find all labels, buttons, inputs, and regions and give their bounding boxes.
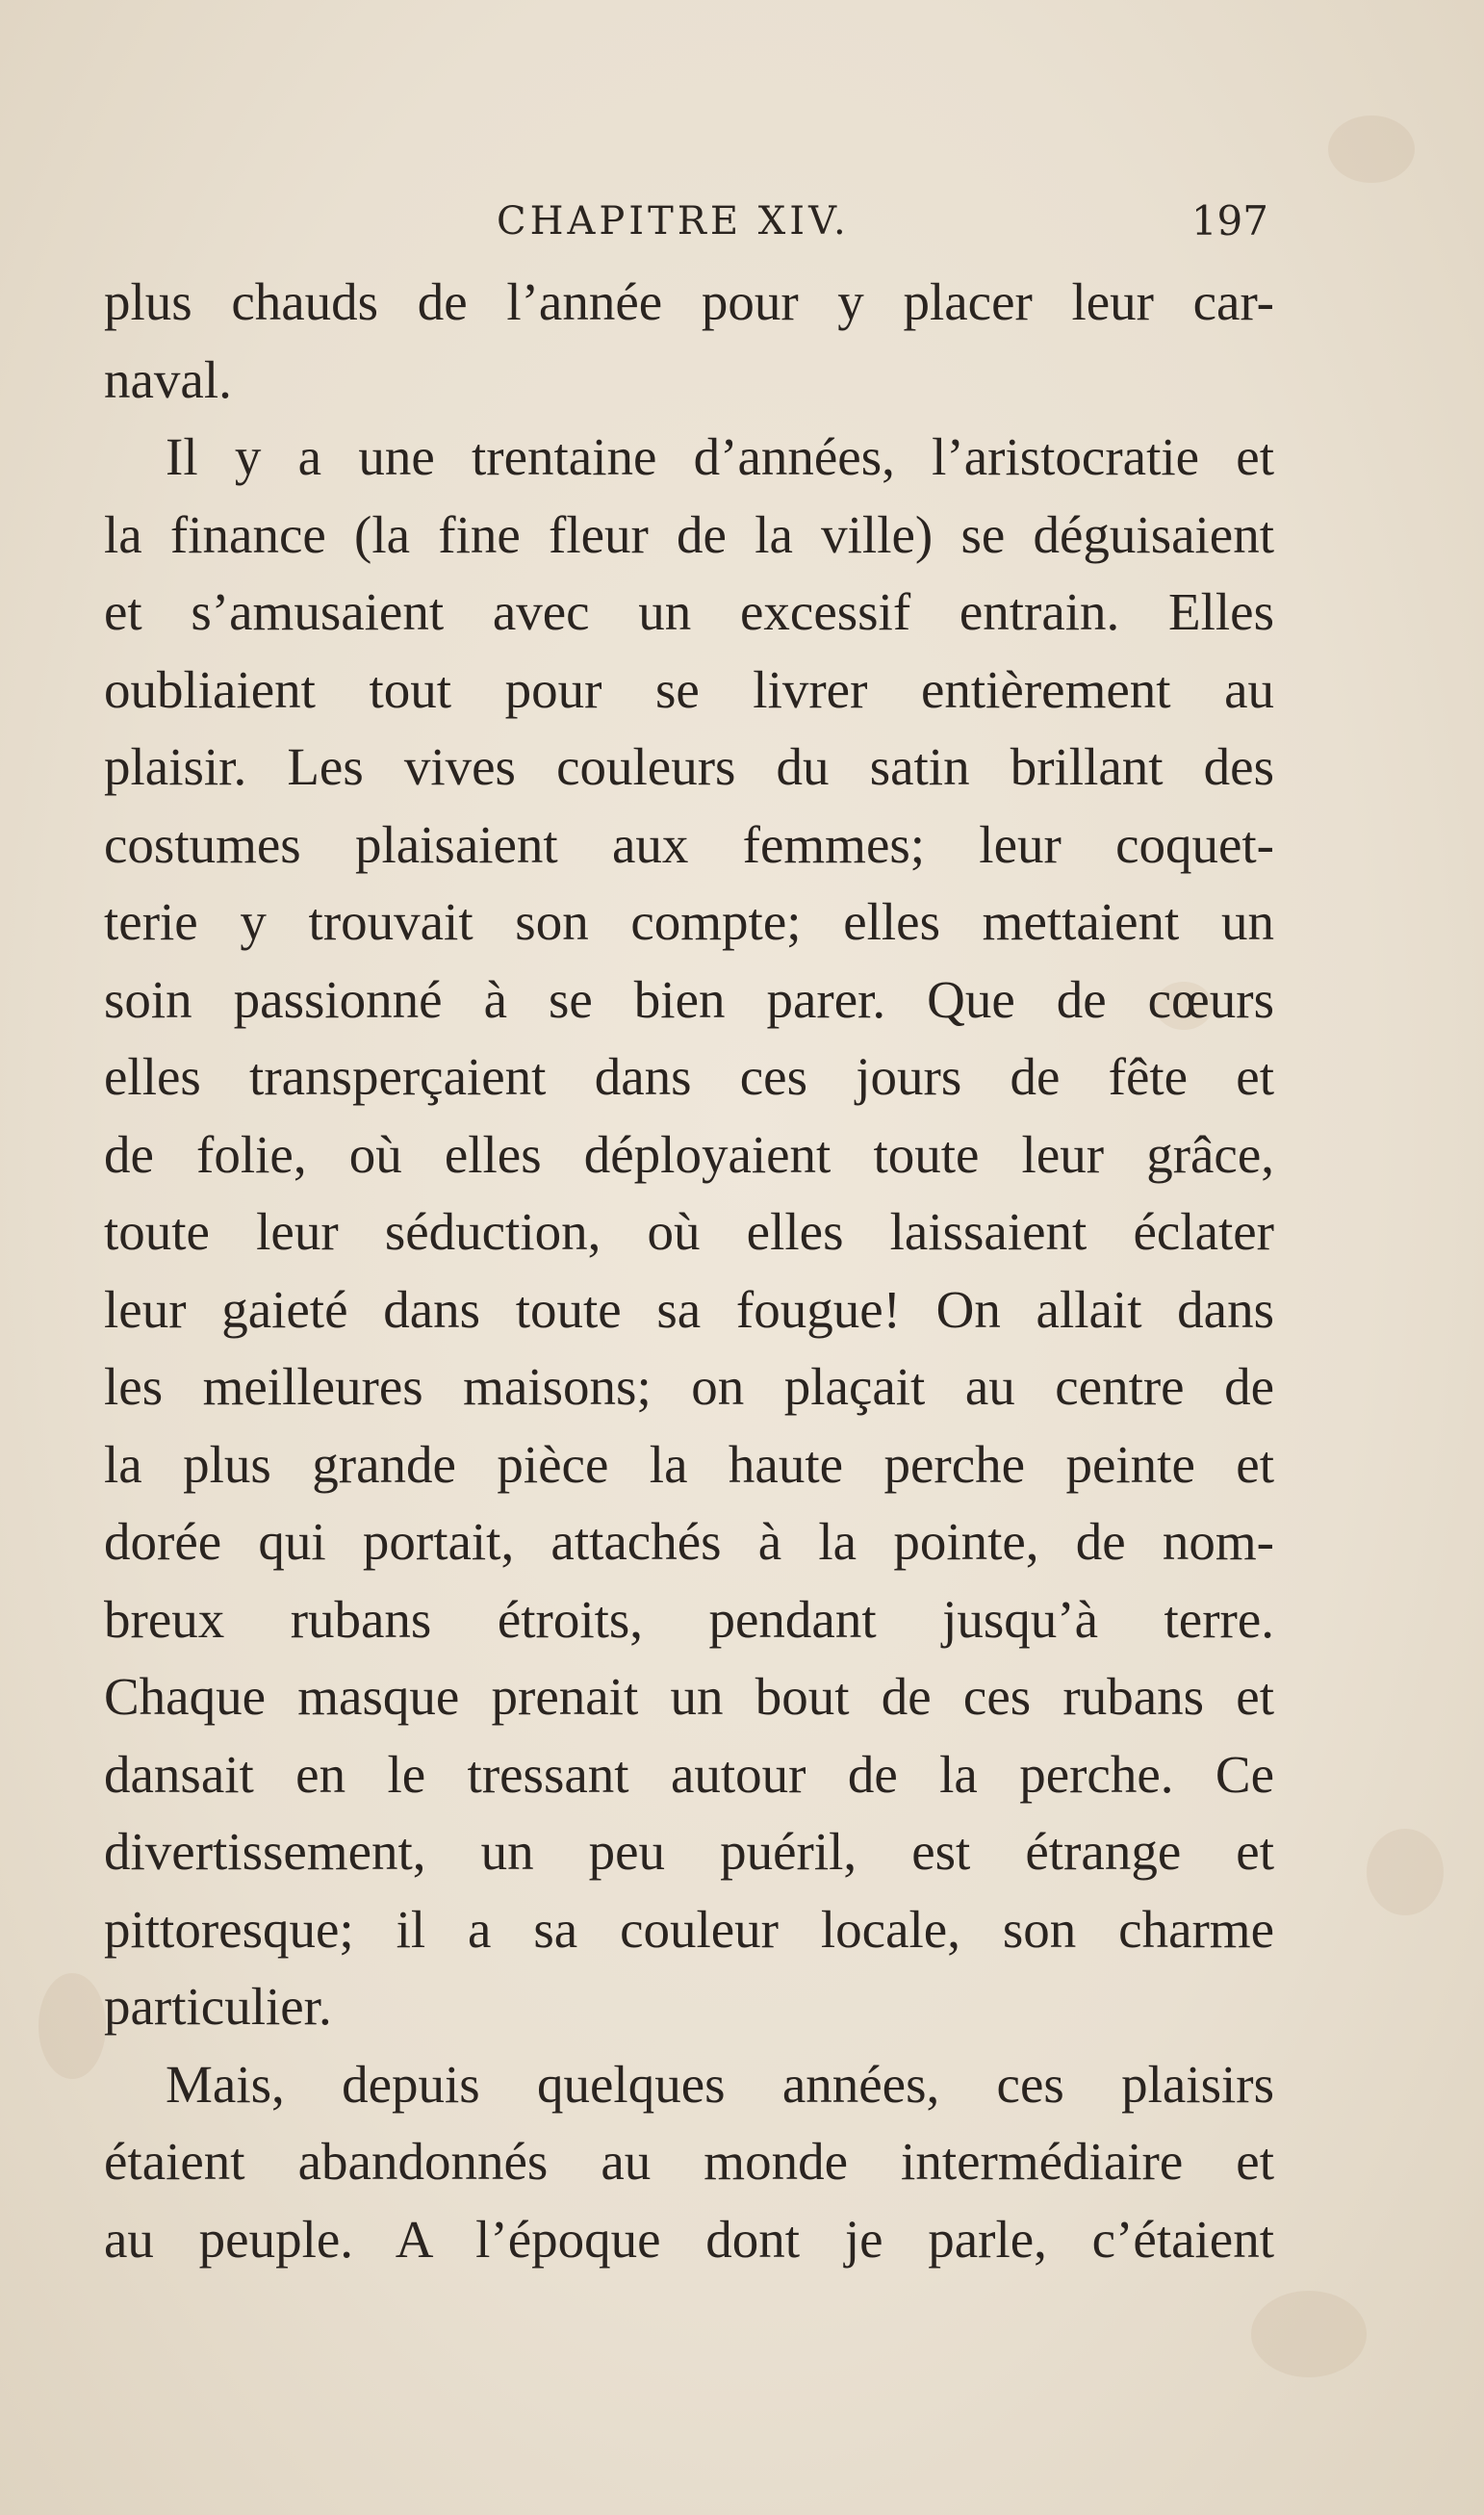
- paragraph-first-line: Il y a une trentaine d’années, l’aristocratie et: [166, 427, 1274, 486]
- text-line: particulier.: [104, 1977, 332, 2036]
- paper-stain: [1367, 1829, 1444, 1915]
- page-number: 197: [1190, 197, 1268, 244]
- text-line: la plus grande pièce la haute perche peinte et: [104, 1434, 1274, 1494]
- text-line: oubliaient tout pour se livrer entièrement au: [104, 659, 1274, 719]
- text-line: breux rubans étroits, pendant jusqu’à terre.: [104, 1589, 1274, 1649]
- paper-stain: [1328, 115, 1415, 183]
- text-line: les meilleures maisons; on plaçait au centre de: [104, 1357, 1274, 1416]
- paragraph-first-line: Mais, depuis quelques années, ces plaisirs: [166, 2054, 1274, 2114]
- running-header: [104, 191, 1268, 252]
- text-line: dansait en le tressant autour de la perche. Ce: [104, 1744, 1274, 1804]
- text-line: dorée qui portait, attachés à la pointe, de nom-: [104, 1512, 1274, 1571]
- text-line: et s’amusaient avec un excessif entrain. Elles: [104, 582, 1274, 641]
- text-line: au peuple. A l’époque dont je parle, c’étaient: [104, 2209, 1274, 2269]
- text-line: divertissement, un peu puéril, est étrange et: [104, 1822, 1274, 1881]
- text-line: pittoresque; il a sa couleur locale, son charme: [104, 1899, 1274, 1959]
- text-line: elles transperçaient dans ces jours de fête et: [104, 1047, 1274, 1106]
- text-line: de folie, où elles déployaient toute leur grâce,: [104, 1124, 1274, 1184]
- paper-stain: [38, 1973, 106, 2079]
- text-line: la finance (la fine fleur de la ville) se déguisaient: [104, 504, 1274, 564]
- text-line: naval.: [104, 349, 232, 409]
- text-line: plus chauds de l’année pour y placer leur car-: [104, 272, 1274, 331]
- text-line: terie y trouvait son compte; elles mettaient un: [104, 892, 1274, 951]
- text-line: leur gaieté dans toute sa fougue! On allait dans: [104, 1279, 1274, 1339]
- text-line: étaient abandonnés au monde intermédiaire et: [104, 2132, 1274, 2191]
- paper-stain: [1251, 2291, 1367, 2377]
- text-line: soin passionné à se bien parer. Que de cœurs: [104, 969, 1274, 1029]
- chapter-title: CHAPITRE XIV.: [497, 199, 850, 244]
- text-line: plaisir. Les vives couleurs du satin brillant des: [104, 737, 1274, 796]
- text-line: toute leur séduction, où elles laissaient éclater: [104, 1202, 1274, 1261]
- text-line: costumes plaisaient aux femmes; leur coquet-: [104, 814, 1274, 874]
- body-text: [104, 264, 1274, 2278]
- text-line: Chaque masque prenait un bout de ces rubans et: [104, 1667, 1274, 1726]
